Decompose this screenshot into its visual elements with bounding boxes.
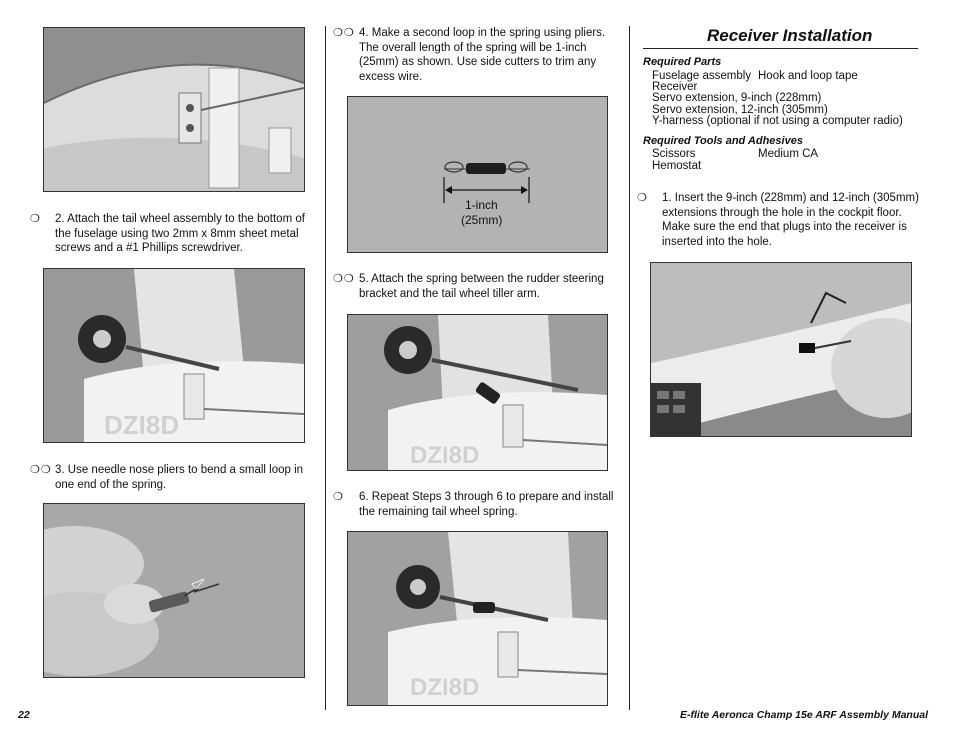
step-text: 5. Attach the spring between the rudder steering bracket and the tail wheel tiller arm. (359, 273, 604, 300)
step-text: 2. Attach the tail wheel assembly to the bottom of the fuselage using two 2mm x 8mm sheet metal screws and a #1 Phillips screwdriver. (55, 213, 305, 254)
page-number: 22 (18, 709, 30, 721)
checkbox-bullet[interactable]: ❍ (637, 192, 648, 204)
tool-scissors: Scissors (652, 148, 696, 160)
step-text: 3. Use needle nose pliers to bend a small loop in one end of the spring. (55, 464, 304, 491)
part-hook-loop: Hook and loop tape (758, 70, 858, 82)
part-receiver: Receiver (652, 81, 698, 93)
fuselage-decal: DZI8D (410, 674, 480, 701)
column-divider-1 (325, 26, 326, 710)
checkbox-bullet[interactable]: ❍❍ (333, 27, 355, 39)
checkbox-bullet[interactable]: ❍❍ (30, 464, 52, 476)
photo-tail-wheel-assembly (43, 268, 305, 443)
photo-rudder-bracket (43, 27, 305, 192)
checkbox-bullet[interactable]: ❍❍ (333, 273, 355, 285)
section-title: Receiver Installation (707, 26, 873, 45)
part-yharness: Y-harness (optional if not using a computer radio) (652, 115, 903, 127)
step-text: 1. Insert the 9-inch (228mm) and 12-inch (305mm) extensions through the hole in the cockpit floor. Make sure the end that plugs into the receiver is inserted into the hole. (662, 192, 919, 248)
photo-bending-spring (43, 503, 305, 678)
checkbox-bullet[interactable]: ❍ (30, 213, 41, 225)
part-ext12: Servo extension, 12-inch (305mm) (652, 104, 828, 116)
section-rule (643, 48, 918, 49)
part-fuselage: Fuselage assembly (652, 70, 752, 82)
step-text: 4. Make a second loop in the spring using pliers. The overall length of the spring will be 1-inch (25mm) as shown. Use side cutters to trim any excess wire. (359, 27, 606, 83)
checkbox-bullet[interactable]: ❍ (333, 491, 344, 503)
part-ext9: Servo extension, 9-inch (228mm) (652, 92, 822, 104)
tools-heading: Required Tools and Adhesives (643, 135, 803, 147)
measurement-label-mm: (25mm) (461, 213, 503, 227)
step-text: 6. Repeat Steps 3 through 6 to prepare and install the remaining tail wheel spring. (359, 491, 614, 518)
photo-spring-installed (347, 314, 608, 471)
photo-cockpit-extensions (650, 262, 912, 437)
tool-medium-ca: Medium CA (758, 148, 819, 160)
column-divider-2 (629, 26, 630, 710)
fuselage-decal: DZI8D (410, 442, 480, 469)
measurement-label-inches: 1-inch (465, 198, 498, 212)
fuselage-decal: DZI8D (104, 410, 180, 440)
required-parts-heading: Required Parts (643, 56, 722, 68)
photo-spring-measurement (347, 96, 608, 253)
footer-manual-title: E-flite Aeronca Champ 15e ARF Assembly Manual (680, 709, 928, 721)
photo-second-spring (347, 531, 608, 706)
tool-hemostat: Hemostat (652, 160, 702, 172)
